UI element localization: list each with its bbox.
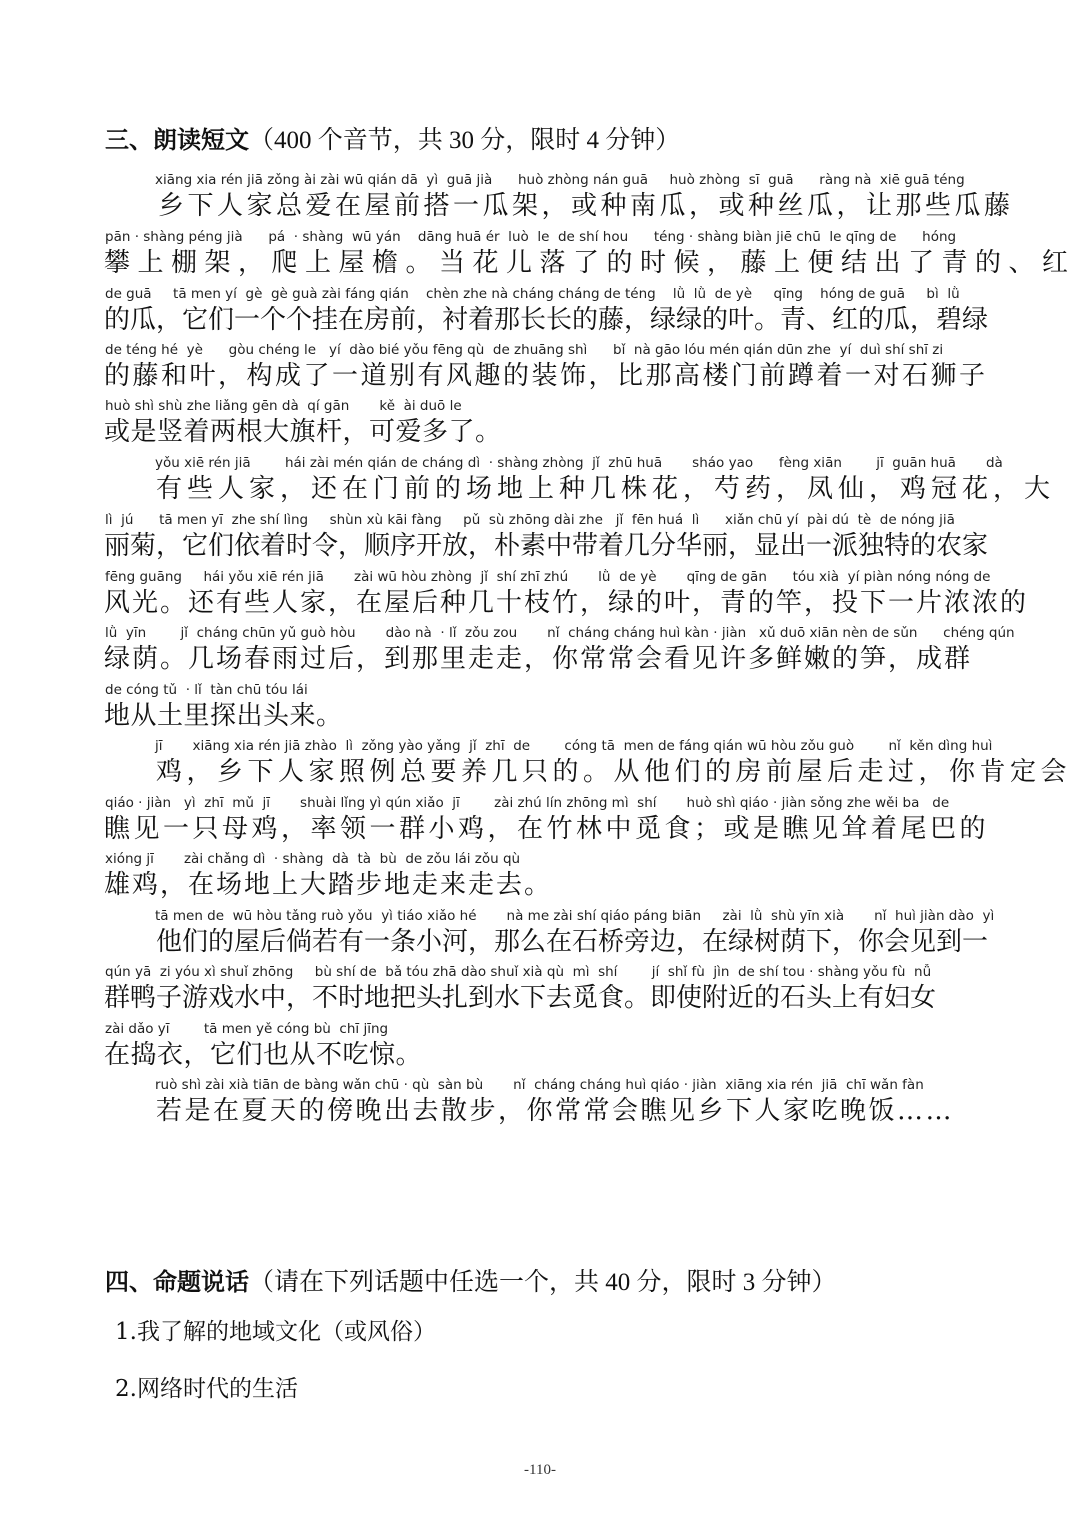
pinyin-line: ruò shì zài xià tiān de bàng wǎn chū · qù sàn bù nǐ cháng cháng huì qiáo · jiàn xiāng xia rén jiā chī wǎn fàn — [155, 1077, 924, 1093]
pinyin-line: yǒu xiē rén jiā hái zài mén qián de cháng dì · shàng zhòng jǐ zhū huā sháo yao fèng xiān jī guān huā dà — [155, 455, 1003, 471]
text-line: 地从土里探出头来。 — [104, 701, 343, 731]
section-3-title — [105, 120, 680, 156]
pinyin-line: tā men de wū hòu tǎng ruò yǒu yì tiáo xiǎo hé nà me zài shí qiáo páng biān zài lǜ shù yīn xià nǐ huì jiàn dào yì — [155, 908, 995, 924]
pinyin-line: de téng hé yè gòu chéng le yí dào bié yǒu fēng qù de zhuāng shì bǐ nà gāo lóu mén qián dūn zhe yí duì shí shī zi — [105, 342, 944, 358]
text-line: 瞧见一只母鸡，率领一群小鸡，在竹林中觅食；或是瞧见耸着尾巴的 — [104, 814, 990, 844]
text-line: 或是竖着两根大旗杆，可爱多了。 — [104, 417, 502, 447]
text-line: 他们的屋后倘若有一条小河，那么在石桥旁边，在绿树荫下，你会见到一 — [156, 927, 989, 957]
section-4-note: （请在下列话题中任选一个，共 40 分，限时 3 分钟） — [249, 1269, 837, 1296]
section-3-note: （400 个音节，共 30 分，限时 4 分钟） — [249, 127, 681, 154]
pinyin-line: huò shì shù zhe liǎng gēn dà qí gān kě ài duō le — [105, 398, 462, 414]
pinyin-line: fēng guāng hái yǒu xiē rén jiā zài wū hòu zhòng jǐ shí zhī zhú lǜ de yè qīng de gān tóu xià yí piàn nóng nóng de — [105, 569, 991, 585]
section-3-heading: 三、朗读短文 — [105, 126, 249, 154]
section-4-heading: 四、命题说话 — [105, 1268, 249, 1296]
text-line: 雄鸡，在场地上大踏步地走来走去。 — [104, 870, 553, 900]
pinyin-line: qún yā zi yóu xì shuǐ zhōng bù shí de bǎ tóu zhā dào shuǐ xià qù mì shí jí shǐ fù jìn de shí tou · shàng yǒu fù nǚ — [105, 964, 932, 980]
text-line: 鸡，乡下人家照例总要养几只的。从他们的房前屋后走过，你肯定会 — [156, 757, 1072, 787]
section-4-title — [105, 1262, 837, 1298]
text-line: 在捣衣，它们也从不吃惊。 — [104, 1040, 423, 1070]
pinyin-line: qiáo · jiàn yì zhī mǔ jī shuài lǐng yì qún xiǎo jī zài zhú lín zhōng mì shí huò shì qiáo · jiàn sǒng zhe wěi ba de — [105, 795, 950, 811]
text-line: 绿荫。几场春雨过后，到那里走走，你常常会看见许多鲜嫩的笋，成群 — [104, 644, 973, 674]
page-number: -110- — [524, 1462, 556, 1478]
text-line: 乡下人家总爱在屋前搭一瓜架，或种南瓜，或种丝瓜，让那些瓜藤 — [158, 191, 1014, 221]
pinyin-line: xiāng xia rén jiā zǒng ài zài wū qián dā yì guā jià huò zhòng nán guā huò zhòng sī guā ràng nà xiē guā téng — [155, 172, 965, 188]
pinyin-line: xióng jī zài chǎng dì · shàng dà tà bù de zǒu lái zǒu qù — [105, 851, 521, 867]
pinyin-line: pān · shàng péng jià pá · shàng wū yán dāng huā ér luò le de shí hou téng · shàng biàn jiē chū le qīng de hóng — [105, 229, 957, 245]
text-line: 的瓜，它们一个个挂在房前，衬着那长长的藤，绿绿的叶。青、红的瓜，碧绿 — [104, 305, 989, 335]
pinyin-line: de guā tā men yí gè gè guà zài fáng qián chèn zhe nà cháng cháng de téng lǜ lǜ de yè qīng hóng de guā bì lǜ — [105, 286, 960, 302]
text-line: 的藤和叶，构成了一道别有风趣的装饰，比那高楼门前蹲着一对石狮子 — [104, 361, 988, 391]
text-line: 若是在夏天的傍晚出去散步，你常常会瞧见乡下人家吃晚饭…… — [156, 1096, 955, 1126]
pinyin-line: jī xiāng xia rén jiā zhào lì zǒng yào yǎng jǐ zhī de cóng tā men de fáng qián wū hòu zǒu guò nǐ kěn dìng huì — [155, 738, 993, 754]
pinyin-line: lì jú tā men yī zhe shí lìng shùn xù kāi fàng pǔ sù zhōng dài zhe jǐ fēn huá lì xiǎn chū yí pài dú tè de nóng jiā — [105, 512, 955, 528]
topic-item: 2.网络时代的生活 — [115, 1376, 298, 1402]
text-line: 有些人家，还在门前的场地上种几株花，芍药，凤仙，鸡冠花，大 — [156, 474, 1056, 504]
topic-item: 1.我了解的地域文化（或风俗） — [115, 1319, 436, 1345]
text-line: 群鸭子游戏水中，不时地把头扎到水下去觅食。即使附近的石头上有妇女 — [104, 983, 937, 1013]
pinyin-line: de cóng tǔ · lǐ tàn chū tóu lái — [105, 682, 308, 698]
text-line: 风光。还有些人家，在屋后种几十枝竹，绿的叶，青的竿，投下一片浓浓的 — [104, 588, 1029, 618]
pinyin-line: zài dǎo yī tā men yě cóng bù chī jīng — [105, 1021, 389, 1037]
text-line: 攀上棚架，爬上屋檐。当花儿落了的时候，藤上便结出了青的、红 — [104, 248, 1076, 278]
pinyin-line: lǜ yīn jǐ cháng chūn yǔ guò hòu dào nà · lǐ zǒu zou nǐ cháng cháng huì kàn · jiàn xǔ duō xiān nèn de sǔn chéng qún — [105, 625, 1015, 641]
text-line: 丽菊，它们依着时令，顺序开放，朴素中带着几分华丽，显出一派独特的农家 — [104, 531, 989, 561]
